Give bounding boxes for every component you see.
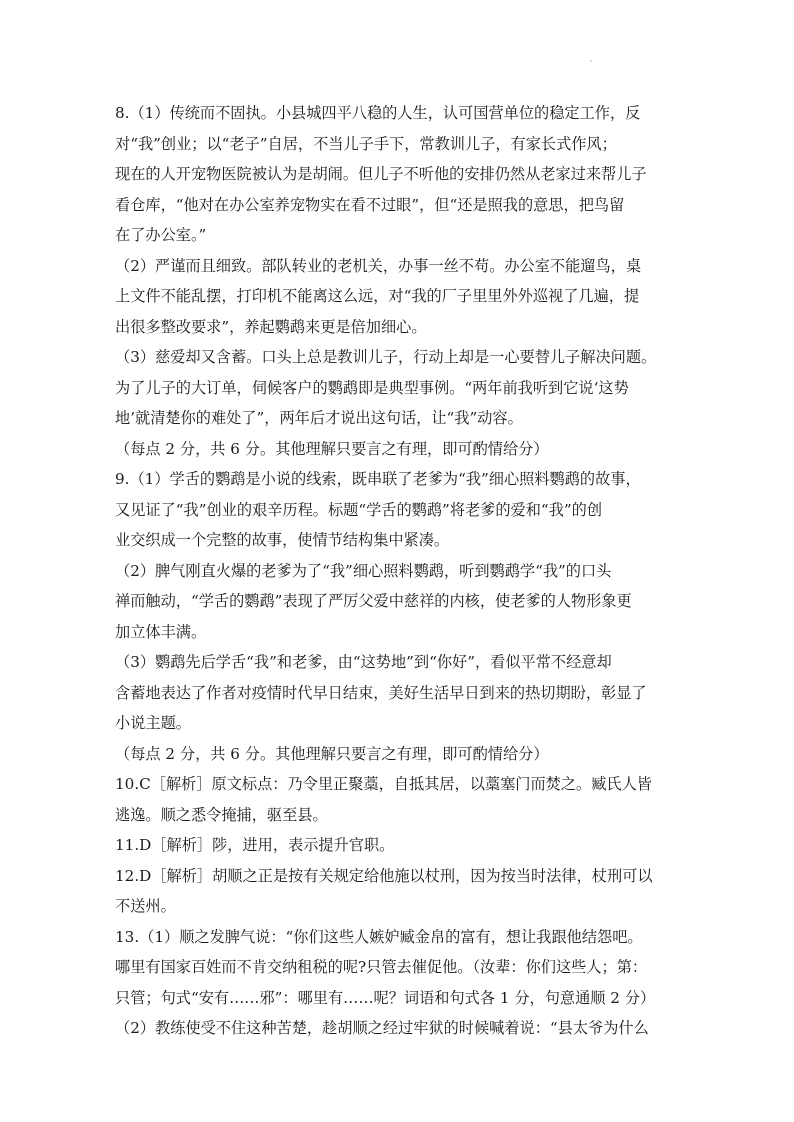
text-line: 业交织成一个完整的故事，使情节结构集中紧凑。 <box>115 531 450 549</box>
text-line: （2）脾气刚直火爆的老爹为了“我”细心照料鹦鹉，听到鹦鹉学“我”的口头 <box>115 561 612 580</box>
text-line: （2）严谨而且细致。部队转业的老机关，办事一丝不苟。办公室不能遛鸟，桌 <box>115 256 642 275</box>
text-line: 11.D［解析］陟，进用，表示提升官职。 <box>115 836 395 854</box>
text-line: 小说主题。 <box>115 714 191 732</box>
text-line: 不送州。 <box>115 897 176 915</box>
text-line: 上文件不能乱摆，打印机不能离这么远，对“我的厂子里里外外巡视了几遍，提 <box>115 287 640 305</box>
text-line: 在了办公室。” <box>115 226 207 244</box>
text-line: （3）慈爱却又含蓄。口头上总是教训儿子，行动上却是一心要替儿子解决问题。 <box>115 348 657 366</box>
text-line: （3）鹦鹉先后学舌“我”和老爹，由“这势地”到“你好”，看似平常不经意却 <box>115 653 612 671</box>
answer-text-body <box>115 98 685 1044</box>
text-line: 现在的人开宠物医院被认为是胡闹。但儿子不听他的安排仍然从老家过来帮儿子 <box>115 165 647 183</box>
text-line: 逃逸。顺之悉令掩捕，驱至县。 <box>115 805 328 824</box>
text-line: 禅而触动，“学舌的鹦鹉”表现了严厉父爱中慈祥的内核，使老爹的人物形象更 <box>115 592 632 610</box>
text-line: 9.（1）学舌的鹦鹉是小说的线索，既串联了老爹为“我”细心照料鹦鹉的故事， <box>115 470 641 488</box>
scan-speck <box>590 60 592 62</box>
text-line: 哪里有国家百姓而不肯交纳租税的呢?只管去催促他。（汝辈：你们这些人；第： <box>115 958 648 976</box>
text-line: （2）教练使受不住这种苦楚，趁胡顺之经过牢狱的时候喊着说：“县太爷为什么 <box>115 1019 649 1037</box>
text-line: （每点 2 分，共 6 分。其他理解只要言之有理，即可酌情给分） <box>115 744 549 763</box>
text-line: 为了儿子的大订单，伺候客户的鹦鹉即是典型事例。“两年前我听到它说‘这势 <box>115 378 629 397</box>
text-line: 13.（1）顺之发脾气说：“你们这些人嫉妒臧金帛的富有，想让我跟他结怨吧。 <box>115 927 643 946</box>
text-line: 出很多整改要求”，养起鹦鹉来更是倍加细心。 <box>115 317 427 336</box>
text-line: 又见证了“我”创业的艰辛历程。标题“学舌的鹦鹉”将老爹的爱和“我”的创 <box>115 500 603 519</box>
text-line: 12.D［解析］胡顺之正是按有关规定给他施以杖刑，因为按当时法律，杖刑可以 <box>115 866 653 885</box>
text-line: 看仓库，“他对在办公室养宠物实在看不过眼”，但“还是照我的意思，把鸟留 <box>115 195 625 214</box>
text-line: 地’就清楚你的难处了”，两年后才说出这句话，让“我”动容。 <box>115 409 523 427</box>
text-line: 8.（1）传统而不固执。小县城四平八稳的人生，认可国营单位的稳定工作，反 <box>115 104 641 122</box>
text-line: 含蓄地表达了作者对疫情时代早日结束，美好生活早日到来的热切期盼，彰显了 <box>115 683 647 702</box>
text-line: 10.C［解析］原文标点：乃令里正聚藁，自抵其居，以藁塞门而焚之。臧氏人皆 <box>115 775 652 793</box>
text-line: 只管；句式“安有……邪”：哪里有……呢？词语和句式各 1 分，句意通顺 2 分） <box>115 988 656 1007</box>
text-line: （每点 2 分，共 6 分。其他理解只要言之有理，即可酌情给分） <box>115 439 549 458</box>
text-line: 对“我”创业；以“老子”自居，不当儿子手下，常教训儿子，有家长式作风； <box>115 134 617 153</box>
text-line: 加立体丰满。 <box>115 622 207 641</box>
